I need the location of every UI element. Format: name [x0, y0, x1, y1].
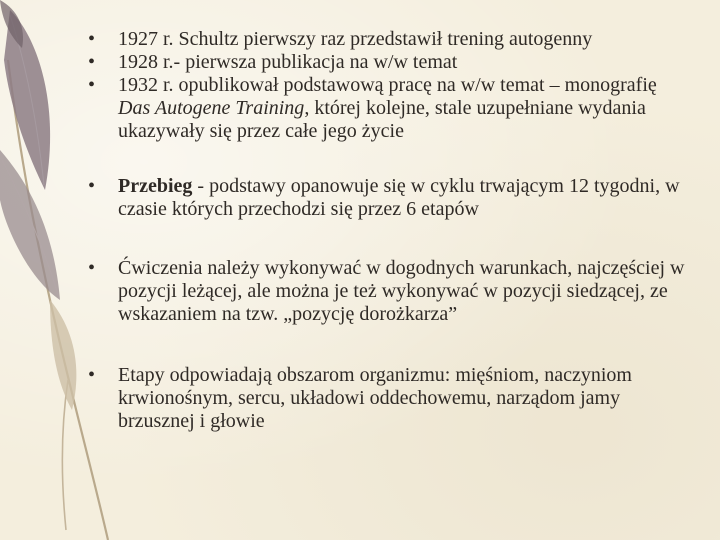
- bullet-text: 1927 r. Schultz pierwszy raz przedstawił trening autogenny: [118, 28, 593, 50]
- bullet-dot: •: [88, 51, 96, 73]
- list-item: [86, 74, 686, 143]
- bullet-dot: •: [88, 28, 96, 50]
- book-title: Das Autogene Training: [118, 97, 305, 119]
- list-item: [86, 175, 686, 221]
- bullet-text: Ćwiczenia należy wykonywać w dogodnych warunkach, najczęściej w pozycji leżącej, ale można je też wykonywać w pozycji siedzącej, ze wskazaniem na tzw. „pozycję dorożkarza”: [118, 257, 685, 325]
- text-run: - podstawy opanowuje się w cyklu trwającym 12 tygodni, w czasie których przechodzi się przez 6 etapów: [118, 175, 680, 220]
- bullet-text: 1928 r.- pierwsza publikacja na w/w temat: [118, 51, 458, 73]
- list-item: [86, 28, 686, 51]
- bold-term: Przebieg: [118, 175, 193, 197]
- list-item: [86, 257, 686, 326]
- text-run: 1932 r. opublikował podstawową pracę na w/w temat – monografię: [118, 74, 657, 96]
- bullet-dot: •: [88, 74, 96, 96]
- bullet-list: [86, 28, 686, 433]
- bullet-text: [118, 175, 686, 221]
- bullet-text: Etapy odpowiadają obszarom organizmu: mięśniom, naczyniom krwionośnym, sercu, układowi oddechowemu, narządom jamy brzusznej i głowie: [118, 364, 632, 432]
- bullet-text: [118, 74, 686, 143]
- bullet-dot: •: [88, 175, 96, 197]
- bullet-dot: •: [88, 364, 96, 386]
- text-run: , której kolejne, stale uzupełniane wydania ukazywały się przez całe jego życie: [118, 97, 646, 142]
- bullet-dot: •: [88, 257, 96, 279]
- list-item: [86, 51, 686, 74]
- list-item: [86, 364, 686, 433]
